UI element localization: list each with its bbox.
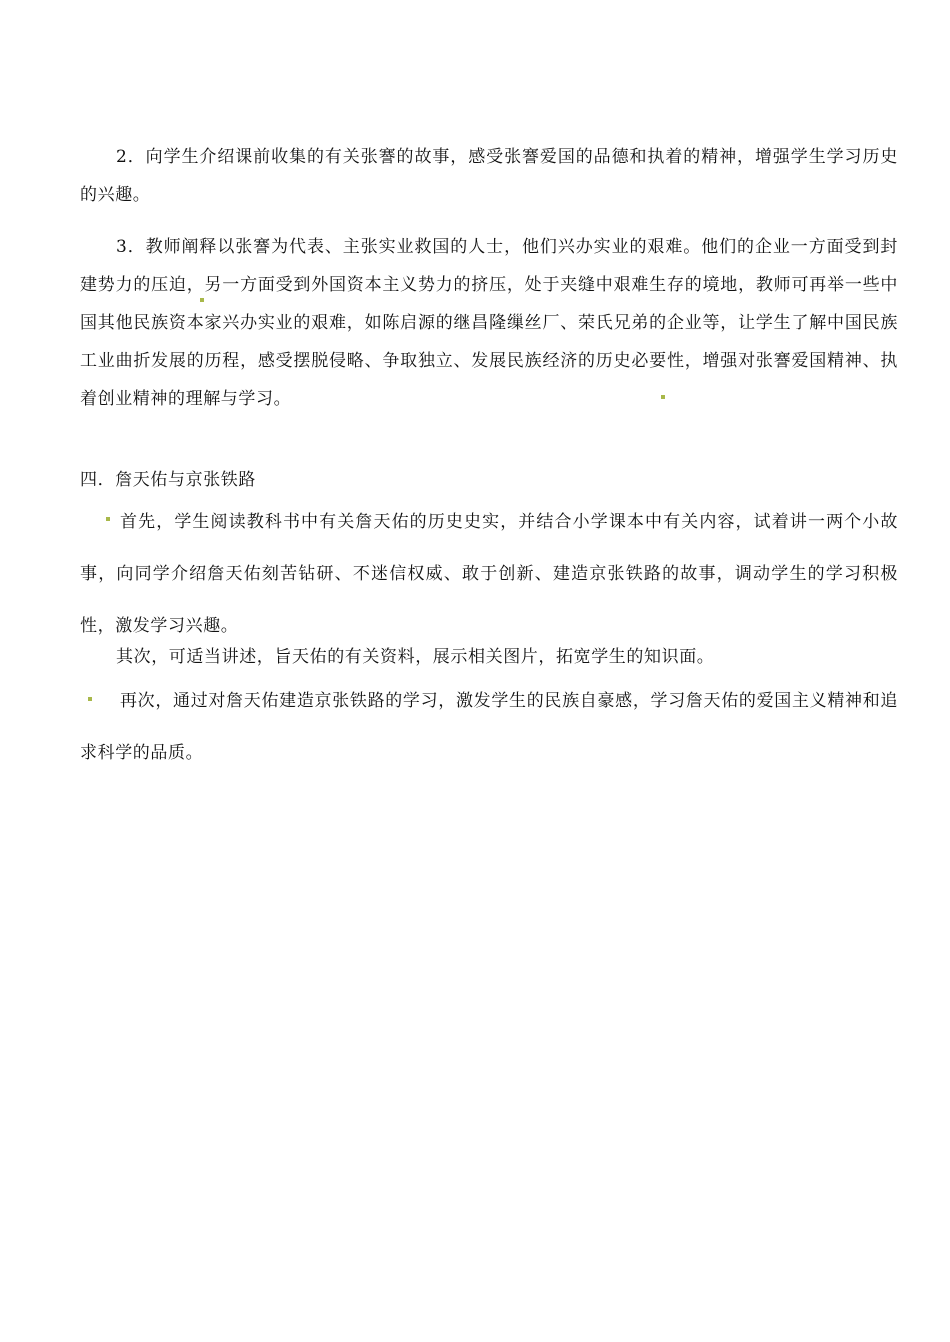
- paragraph-item-2: 2．向学生介绍课前收集的有关张謇的故事，感受张謇爱国的品德和执着的精神，增强学生学习历史的兴趣。: [80, 147, 898, 205]
- paragraph-second: 其次，可适当讲述，旨天佑的有关资料，展示相关图片，拓宽学生的知识面。: [116, 647, 715, 667]
- marker-dot: [661, 395, 665, 399]
- paragraph-first: 首先，学生阅读教科书中有关詹天佑的历史史实，并结合小学课本中有关内容，试着讲一两个小故事，向同学介绍詹天佑刻苦钻研、不迷信权威、敢于创新、建造京张铁路的故事，调动学生的学习积极性，激发学习兴趣。: [80, 512, 898, 636]
- section-heading: 四．詹天佑与京张铁路: [80, 470, 256, 490]
- marker-dot: [200, 298, 204, 302]
- paragraph-third: 再次，通过对詹天佑建造京张铁路的学习，激发学生的民族自豪感，学习詹天佑的爱国主义精神和追求科学的品质。: [80, 691, 898, 763]
- paragraph-item-3: 3．教师阐释以张謇为代表、主张实业救国的人士，他们兴办实业的艰难。他们的企业一方面受到封建势力的压迫，另一方面受到外国资本主义势力的挤压，处于夹缝中艰难生存的境地，教师可再举一些中国其他民族资本家兴办实业的艰难，如陈启源的继昌隆缫丝厂、荣氏兄弟的企业等，让学生了解中国民族工业曲折发展的历程，感受摆脱侵略、争取独立、发展民族经济的历史必要性，增强对张謇爱国精神、执着创业精神的理解与学习。: [80, 237, 898, 409]
